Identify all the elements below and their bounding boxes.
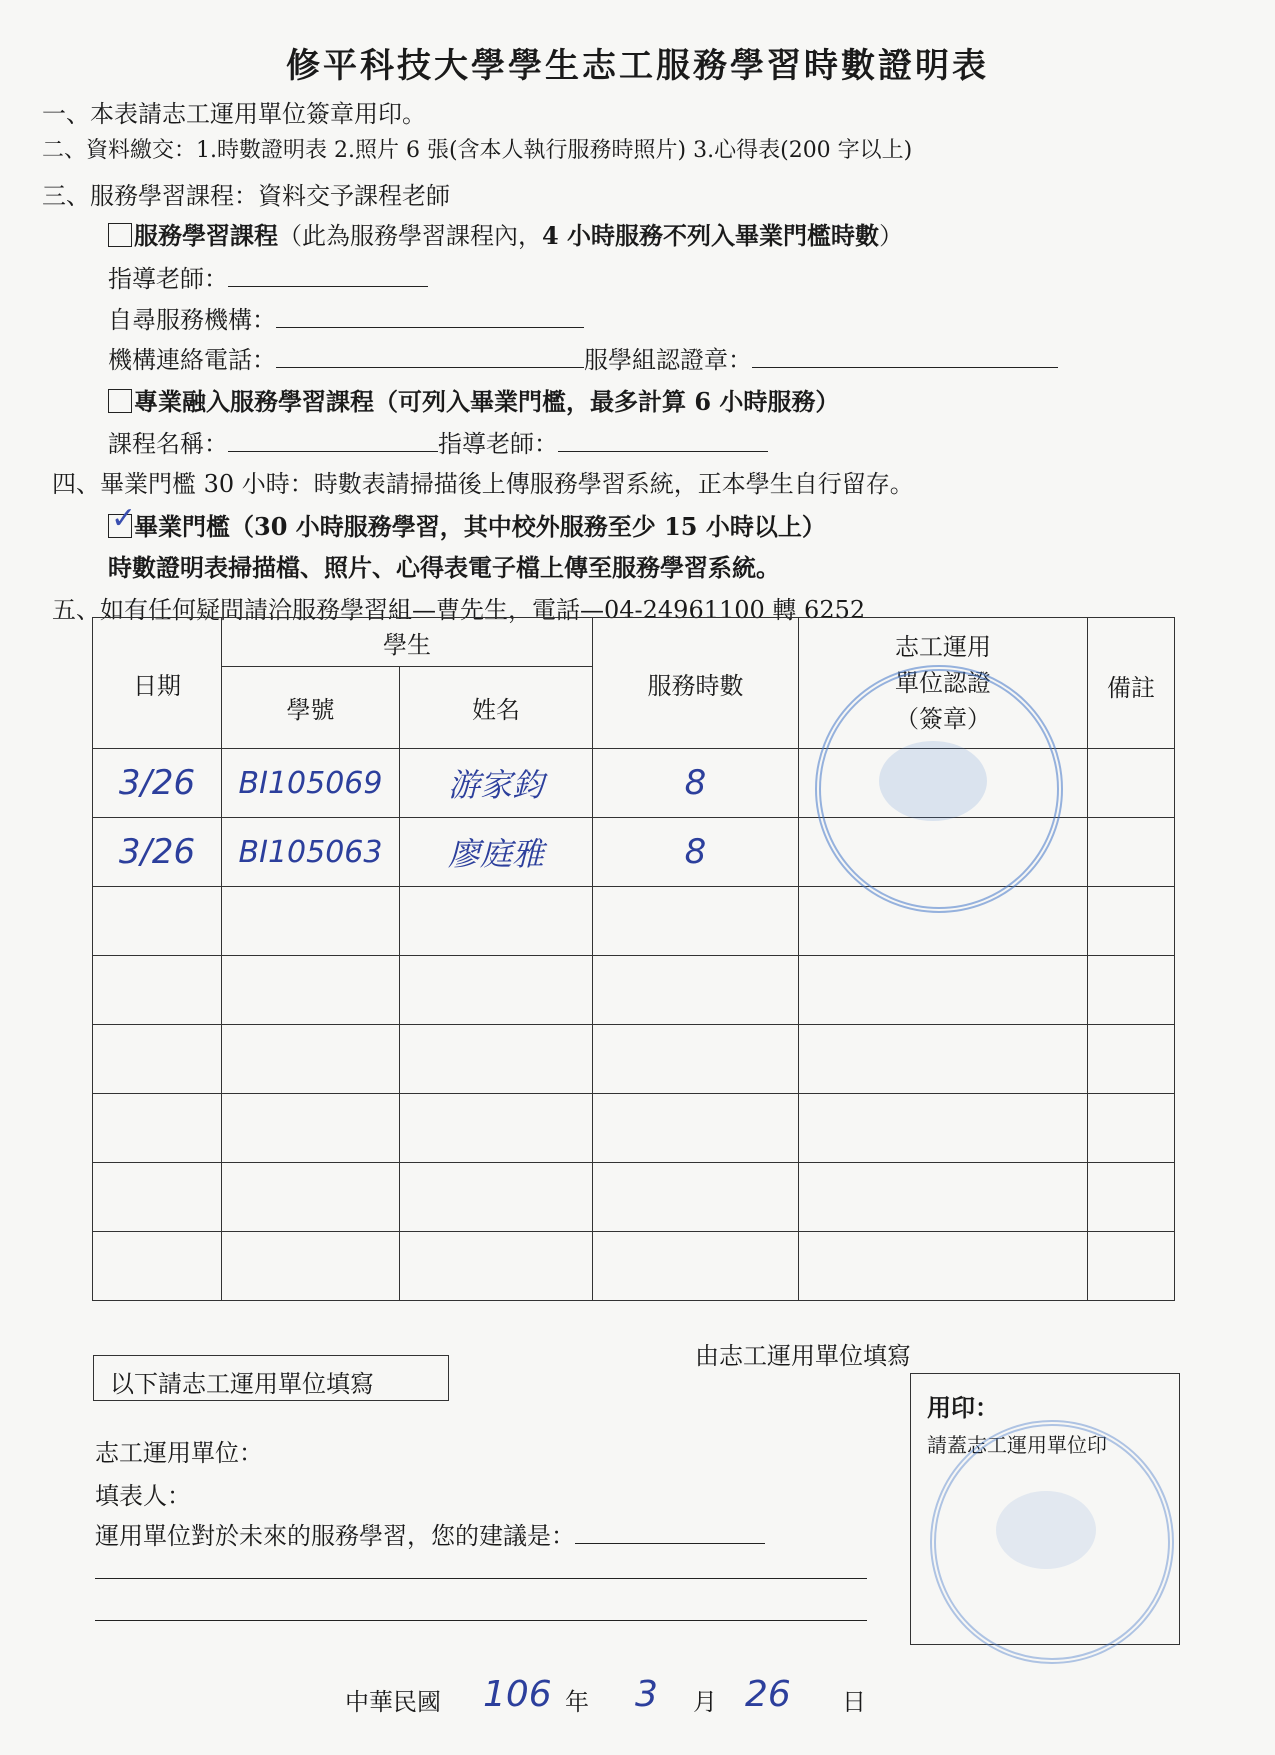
certify-stamp-field[interactable] — [752, 345, 1058, 368]
checkmark-icon: ✓ — [111, 501, 137, 536]
empty-cell[interactable] — [1088, 1163, 1175, 1232]
empty-cell[interactable] — [400, 1025, 593, 1094]
graduation-threshold-option[interactable] — [108, 501, 826, 542]
agency-label: 自尋服務機構： — [108, 306, 276, 334]
filled-by-agency-note: 由志工運用單位填寫 — [695, 1342, 911, 1370]
empty-row — [93, 1025, 1175, 1094]
empty-row — [93, 1232, 1175, 1301]
empty-cell[interactable] — [93, 1163, 222, 1232]
agency-row — [108, 300, 584, 335]
header-name: 姓名 — [400, 667, 593, 749]
suggestion-field[interactable] — [575, 1521, 765, 1544]
date-year-label: 年 — [565, 1688, 589, 1716]
header-remarks: 備註 — [1088, 618, 1175, 749]
header-date: 日期 — [93, 618, 222, 749]
date-month[interactable]: 3 — [635, 1674, 658, 1715]
empty-cell[interactable] — [799, 1025, 1088, 1094]
header-certify-line3: （簽章） — [895, 705, 991, 733]
agency-phone-label: 機構連絡電話： — [108, 346, 276, 374]
empty-cell[interactable] — [799, 1232, 1088, 1301]
empty-cell[interactable] — [400, 1232, 593, 1301]
header-student-id: 學號 — [222, 667, 400, 749]
empty-row — [93, 887, 1175, 956]
agency-section-box — [93, 1355, 449, 1401]
agency-field[interactable] — [276, 305, 584, 328]
instruction-1: 一、本表請志工運用單位簽章用印。 — [42, 100, 426, 128]
empty-cell[interactable] — [1088, 1025, 1175, 1094]
empty-cell[interactable] — [222, 956, 400, 1025]
professional-course-checkbox[interactable] — [108, 389, 132, 413]
row-remarks[interactable] — [1088, 818, 1175, 887]
graduation-threshold-label: 畢業門檻 — [134, 512, 230, 541]
header-student: 學生 — [222, 618, 593, 667]
empty-cell[interactable] — [93, 1025, 222, 1094]
row-student-id[interactable]: BI105063 — [222, 818, 400, 887]
agency-phone-field[interactable] — [276, 345, 584, 368]
instruction-2: 二、資料繳交：1.時數證明表 2.照片 6 張(含本人執行服務時照片) 3.心得表(200 字以上) — [42, 138, 913, 163]
empty-cell[interactable] — [222, 1094, 400, 1163]
row-student-id[interactable]: BI105069 — [222, 749, 400, 818]
agency-stamp-table — [815, 665, 1063, 913]
empty-cell[interactable] — [593, 1163, 799, 1232]
form-title: 修平科技大學學生志工服務學習時數證明表 — [286, 46, 989, 86]
course-name-field[interactable] — [228, 429, 438, 452]
filler-label: 填表人： — [95, 1482, 191, 1510]
service-learning-course-note-c: ） — [879, 222, 904, 250]
empty-cell[interactable] — [799, 956, 1088, 1025]
header-certify-line2: 單位認證 — [895, 669, 991, 697]
stamp-emblem — [996, 1491, 1096, 1569]
empty-cell[interactable] — [1088, 1094, 1175, 1163]
professional-course-option[interactable] — [108, 382, 839, 417]
date-year[interactable]: 106 — [483, 1674, 552, 1715]
date-prefix: 中華民國 — [345, 1688, 441, 1716]
advisor-field[interactable] — [228, 264, 428, 287]
row-remarks[interactable] — [1088, 749, 1175, 818]
empty-cell[interactable] — [400, 956, 593, 1025]
suggestion-line-3[interactable] — [95, 1620, 867, 1621]
empty-cell[interactable] — [1088, 887, 1175, 956]
row-hours[interactable]: 8 — [593, 818, 799, 887]
agency-phone-row — [108, 340, 1058, 375]
seal-title: 用印： — [927, 1393, 999, 1422]
professional-course-label: 專業融入服務學習課程 — [134, 387, 374, 416]
empty-cell[interactable] — [593, 956, 799, 1025]
agency-section-label: 以下請志工運用單位填寫 — [110, 1370, 374, 1398]
empty-cell[interactable] — [1088, 956, 1175, 1025]
row-date[interactable]: 3/26 — [93, 749, 222, 818]
graduation-threshold-checkbox[interactable] — [108, 501, 137, 538]
upload-note: 時數證明表掃描檔、照片、心得表電子檔上傳至服務學習系統。 — [108, 553, 780, 582]
service-learning-course-note-a: （此為服務學習課程內， — [278, 222, 542, 250]
empty-row — [93, 1094, 1175, 1163]
empty-cell[interactable] — [222, 1025, 400, 1094]
graduation-threshold-note: （30 小時服務學習，其中校外服務至少 15 小時以上） — [230, 512, 826, 541]
empty-cell[interactable] — [222, 1232, 400, 1301]
stamp-emblem — [879, 741, 987, 821]
service-learning-course-label: 服務學習課程 — [134, 221, 278, 250]
empty-cell[interactable] — [400, 1163, 593, 1232]
instruction-4: 四、畢業門檻 30 小時：時數表請掃描後上傳服務學習系統，正本學生自行留存。 — [52, 470, 914, 498]
service-learning-course-note-b: 4 小時服務不列入畢業門檻時數 — [542, 221, 880, 250]
date-day-label: 日 — [842, 1688, 866, 1716]
service-learning-course-checkbox[interactable] — [108, 223, 132, 247]
course-name-row — [108, 424, 768, 459]
empty-cell[interactable] — [400, 887, 593, 956]
empty-cell[interactable] — [593, 1094, 799, 1163]
row-date[interactable]: 3/26 — [93, 818, 222, 887]
empty-cell[interactable] — [593, 1232, 799, 1301]
row-hours[interactable]: 8 — [593, 749, 799, 818]
seal-note: 請蓋志工運用單位印 — [927, 1433, 1107, 1457]
empty-cell[interactable] — [222, 887, 400, 956]
empty-cell[interactable] — [93, 1232, 222, 1301]
instruction-5: 五、如有任何疑問請洽服務學習組—曹先生，電話—04-24961100 轉 6252 — [52, 596, 866, 624]
suggestion-line-2[interactable] — [95, 1578, 867, 1579]
header-certify-line1: 志工運用 — [895, 633, 991, 661]
advisor-label-2: 指導老師： — [438, 430, 558, 458]
advisor-label: 指導老師： — [108, 265, 228, 293]
certify-stamp-label: 服學組認證章： — [584, 346, 752, 374]
agency-stamp-seal — [930, 1420, 1174, 1664]
empty-cell[interactable] — [93, 1094, 222, 1163]
empty-cell[interactable] — [400, 1094, 593, 1163]
advisor-field-2[interactable] — [558, 429, 768, 452]
empty-cell[interactable] — [593, 1025, 799, 1094]
empty-row — [93, 1163, 1175, 1232]
empty-cell[interactable] — [593, 887, 799, 956]
empty-cell[interactable] — [799, 1094, 1088, 1163]
empty-cell[interactable] — [93, 887, 222, 956]
row-name[interactable]: 游家鈞 — [400, 749, 593, 818]
suggestion-row — [95, 1516, 765, 1551]
date-month-label: 月 — [693, 1688, 717, 1716]
course-name-label: 課程名稱： — [108, 430, 228, 458]
header-hours: 服務時數 — [593, 618, 799, 749]
agency-name-label: 志工運用單位： — [95, 1439, 263, 1467]
empty-cell[interactable] — [1088, 1232, 1175, 1301]
date-day[interactable]: 26 — [745, 1674, 791, 1715]
empty-cell[interactable] — [93, 956, 222, 1025]
empty-cell[interactable] — [222, 1163, 400, 1232]
suggestion-label: 運用單位對於未來的服務學習，您的建議是： — [95, 1522, 575, 1550]
advisor-row — [108, 259, 428, 294]
professional-course-note: （可列入畢業門檻，最多計算 6 小時服務） — [374, 387, 840, 416]
empty-row — [93, 956, 1175, 1025]
instruction-3: 三、服務學習課程：資料交予課程老師 — [42, 182, 450, 210]
service-learning-course-option[interactable] — [108, 216, 903, 251]
row-name[interactable]: 廖庭雅 — [400, 818, 593, 887]
empty-cell[interactable] — [799, 1163, 1088, 1232]
